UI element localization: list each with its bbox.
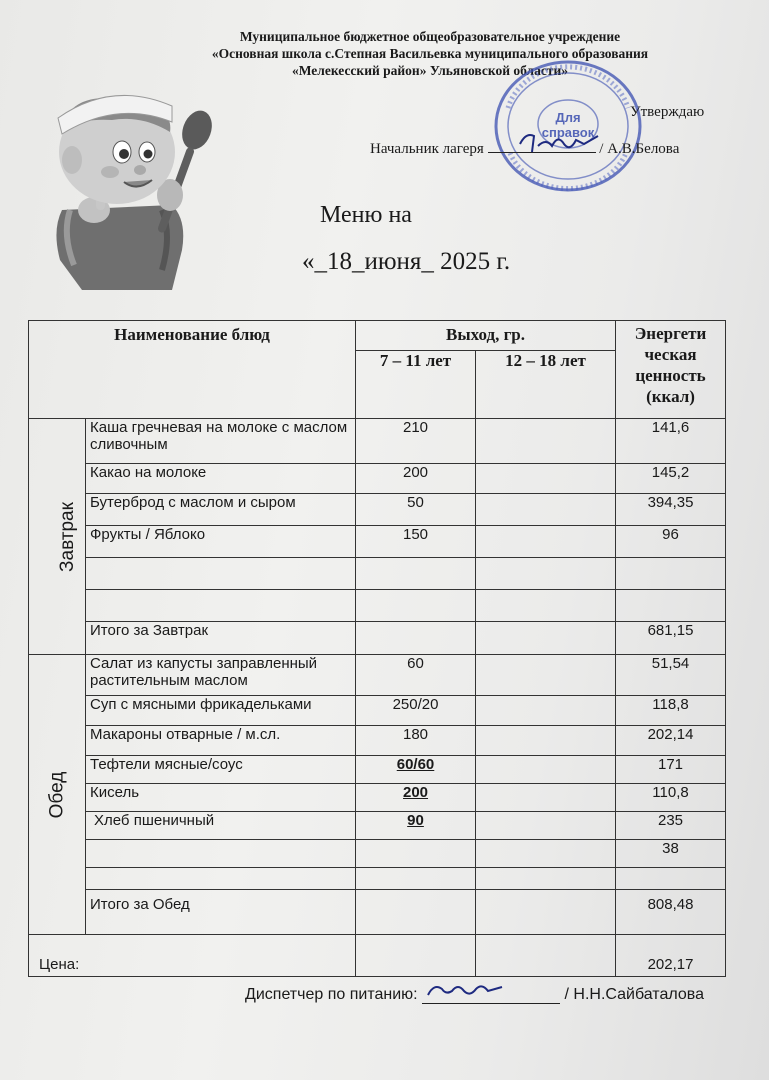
dish-cell: [86, 590, 356, 622]
header-age-2: 12 – 18 лет: [476, 351, 616, 419]
energy-cell: 145,2: [616, 464, 726, 494]
age2-cell: [476, 655, 616, 696]
age1-cell: 150: [356, 526, 476, 558]
energy-cell: 38: [616, 840, 726, 868]
age2-cell: [476, 590, 616, 622]
table-row: [29, 840, 726, 868]
age1-cell: 60: [356, 655, 476, 696]
age1-cell: 60/60: [356, 756, 476, 784]
energy-cell: [616, 868, 726, 890]
age1-cell: 250/20: [356, 696, 476, 726]
energy-cell: 235: [616, 812, 726, 840]
energy-cell: [616, 590, 726, 622]
table-row-total: [29, 890, 726, 935]
table-row: [29, 590, 726, 622]
dish-cell: Тефтели мясные/соус: [86, 756, 356, 784]
menu-table: [28, 320, 726, 977]
dish-cell: Какао на молоке: [86, 464, 356, 494]
age2-cell: [476, 419, 616, 464]
table-row: [29, 655, 726, 696]
table-row-total: [29, 622, 726, 655]
energy-cell: 118,8: [616, 696, 726, 726]
header-energy: Энергети ческая ценность (ккал): [616, 321, 726, 419]
table-row: [29, 756, 726, 784]
approve-label: Утверждаю: [630, 104, 705, 120]
dish-cell: Фрукты / Яблоко: [86, 526, 356, 558]
price-label: Цена:: [29, 935, 356, 977]
header-output: Выход, гр.: [356, 321, 616, 351]
chief-signature: [512, 124, 602, 158]
age2-cell: [476, 756, 616, 784]
dish-cell: Каша гречневая на молоке с маслом сливочным: [86, 419, 356, 464]
dispatcher-label: Диспетчер по питанию:: [245, 986, 418, 1003]
table-row-price: [29, 935, 726, 977]
chief-name: / А.В.Белова: [599, 141, 680, 157]
header-line-3: «Мелекесский район» Ульяновской области»: [291, 63, 569, 78]
stamp-text-2: справок: [541, 125, 595, 140]
age2-cell: [476, 840, 616, 868]
dish-cell: Кисель: [86, 784, 356, 812]
age2-cell: [476, 526, 616, 558]
table-row: [29, 784, 726, 812]
energy-cell: 110,8: [616, 784, 726, 812]
table-row: [29, 419, 726, 464]
dispatcher-name: / Н.Н.Сайбаталова: [564, 986, 704, 1003]
age1-cell: 200: [356, 464, 476, 494]
age1-cell: 200: [356, 784, 476, 812]
header-line-1: Муниципальное бюджетное общеобразовательное учреждение: [239, 29, 621, 44]
energy-cell: 171: [616, 756, 726, 784]
energy-cell: 141,6: [616, 419, 726, 464]
energy-cell: 51,54: [616, 655, 726, 696]
age2-cell: [476, 784, 616, 812]
dish-cell: Бутерброд с маслом и сыром: [86, 494, 356, 526]
table-row: [29, 696, 726, 726]
table-row: [29, 868, 726, 890]
total-value: 808,48: [616, 890, 726, 935]
dish-cell: [86, 558, 356, 590]
dish-cell: [86, 868, 356, 890]
dish-cell: Салат из капусты заправленный растительным маслом: [86, 655, 356, 696]
age1-cell: 180: [356, 726, 476, 756]
age1-cell: [356, 868, 476, 890]
age1-cell: [356, 558, 476, 590]
header-age-1: 7 – 11 лет: [356, 351, 476, 419]
age2-cell: [476, 812, 616, 840]
dish-cell: Макароны отварные / м.сл.: [86, 726, 356, 756]
table-row: [29, 526, 726, 558]
table-row: [29, 812, 726, 840]
energy-cell: 394,35: [616, 494, 726, 526]
dish-cell: Хлеб пшеничный: [86, 812, 356, 840]
table-row: [29, 494, 726, 526]
energy-cell: 202,14: [616, 726, 726, 756]
total-value: 681,15: [616, 622, 726, 655]
table-row: [29, 726, 726, 756]
total-label: Итого за Обед: [86, 890, 356, 935]
age2-cell: [476, 464, 616, 494]
age2-cell: [476, 558, 616, 590]
age1-cell: 90: [356, 812, 476, 840]
stamp-text-1: Для: [555, 110, 581, 125]
age2-cell: [476, 696, 616, 726]
menu-date: «_18_июня_ 2025 г.: [302, 248, 511, 275]
chef-boy-illustration: [22, 60, 222, 300]
total-label: Итого за Завтрак: [86, 622, 356, 655]
dish-cell: [86, 840, 356, 868]
dish-cell: Суп с мясными фрикадельками: [86, 696, 356, 726]
age1-cell: 50: [356, 494, 476, 526]
age2-cell: [476, 868, 616, 890]
chief-position: Начальник лагеря: [370, 141, 484, 157]
table-row: [29, 558, 726, 590]
price-value: 202,17: [616, 935, 726, 977]
energy-cell: [616, 558, 726, 590]
menu-title: Меню на: [320, 202, 412, 228]
header-dish: Наименование блюд: [29, 321, 356, 419]
age2-cell: [476, 726, 616, 756]
dispatcher-signature-line: [422, 987, 560, 1004]
age1-cell: [356, 590, 476, 622]
age1-cell: 210: [356, 419, 476, 464]
header-line-2: «Основная школа с.Степная Васильевка муниципального образования: [211, 46, 649, 61]
energy-cell: 96: [616, 526, 726, 558]
section-breakfast: Завтрак: [29, 419, 86, 655]
dispatcher-line: [245, 986, 704, 1004]
table-row: [29, 464, 726, 494]
section-lunch: Обед: [29, 655, 86, 935]
age1-cell: [356, 840, 476, 868]
age2-cell: [476, 494, 616, 526]
dispatcher-signature: [424, 979, 504, 1001]
